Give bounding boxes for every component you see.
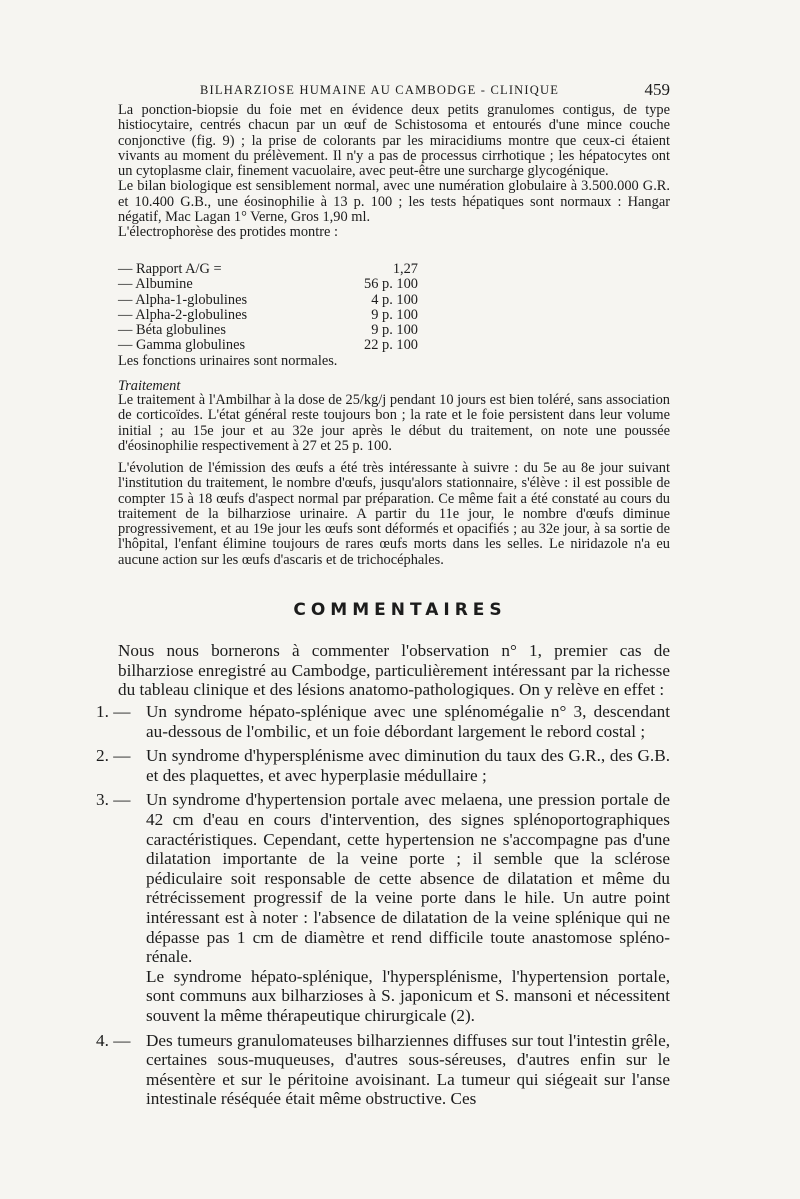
paragraph-evolution: L'évolution de l'émission des œufs a été très intéressante à suivre : du 5e au 8e jour suivant l'institution du traitement, le nombre d'œufs, jusqu'alors stationnaire, s'élève : il est possible de compter 15 à 18 œufs d'aspect normal par préparation. Ce même fait a été constaté au cours du traitement de la bilharziose urinaire. A partir du 11e jour, le nombre d'œufs diminue progressivement, et au 19e jour les œufs sont déformés et opacifiés ; au 32e jour, à sa sortie de l'hôpital, l'enfant élimine toujours de rares œufs morts dans les selles. Le niridazole n'a eu aucune action sur les œufs d'ascaris et de trichocéphales. bbox=[118, 460, 670, 568]
finding-item bbox=[96, 1031, 670, 1109]
electrophoresis-label: — Gamma globulines bbox=[118, 337, 246, 354]
electrophoresis-row bbox=[118, 262, 418, 277]
electrophoresis-row bbox=[118, 308, 418, 323]
electrophoresis-row bbox=[118, 323, 418, 338]
finding-number: 2. — bbox=[96, 746, 131, 766]
electrophoresis-label: — Béta globulines bbox=[118, 322, 226, 339]
electrophoresis-table bbox=[118, 262, 418, 369]
commentaires-intro bbox=[118, 641, 670, 700]
intro-section bbox=[118, 103, 670, 241]
section-title-commentaires: COMMENTAIRES bbox=[293, 600, 507, 620]
electrophoresis-value: 9 p. 100 bbox=[371, 306, 418, 323]
finding-note: Le syndrome hépato-splénique, l'hypersplénisme, l'hypertension portale, sont communs aux bilharzioses à S. japonicum et S. mansoni et nécessitent souvent la même thérapeutique chirurgicale (2). bbox=[146, 966, 670, 1025]
paragraph-commentaires-intro: Nous nous bornerons à commenter l'observation n° 1, premier cas de bilharziose enregistré au Cambodge, particulièrement intéressant par la richesse du tableau clinique et des lésions anatomo-pathologiques. On y relève en effet : bbox=[118, 641, 670, 700]
electrophoresis-label: — Alpha-2-globulines bbox=[118, 306, 248, 323]
evolution-section bbox=[118, 461, 670, 568]
paragraph-treatment: Le traitement à l'Ambilhar à la dose de 25/kg/j pendant 10 jours est bien toléré, sans association de corticoïdes. L'état général reste toujours bon ; la rate et le foie persistent dans leur volume initial ; au 15e jour et au 32e jour après le début du traitement, on note une poussée d'éosinophilie respectivement à 27 et 25 p. 100. bbox=[118, 392, 670, 454]
running-title: BILHARZIOSE HUMAINE AU CAMBODGE - CLINIQUE bbox=[200, 83, 560, 97]
page-number: 459 bbox=[644, 80, 670, 99]
finding-text: Un syndrome d'hypersplénisme avec diminution du taux des G.R., des G.B. et des plaquettes, et avec hyperplasie médullaire ; bbox=[146, 746, 670, 785]
electrophoresis-row bbox=[118, 277, 418, 292]
electrophoresis-value: 22 p. 100 bbox=[364, 337, 418, 354]
paragraph-electrophorese: L'électrophorèse des protides montre : bbox=[118, 224, 338, 241]
electrophoresis-value: 56 p. 100 bbox=[364, 276, 418, 293]
electrophoresis-row bbox=[118, 338, 418, 353]
page-header bbox=[200, 80, 670, 102]
electrophoresis-value: 4 p. 100 bbox=[371, 291, 418, 308]
treatment-section bbox=[118, 393, 670, 454]
electrophoresis-value: 9 p. 100 bbox=[371, 322, 418, 339]
finding-text: Des tumeurs granulomateuses bilharziennes diffuses sur tout l'intestin grêle, certaines sous-muqueuses, d'autres sous-séreuses, d'autres enfin sur le mésentère et sur le péritoine avoisinant. La tumeur qui siégeait sur l'anse intestinale réséquée était même obstructive. Ces bbox=[146, 1030, 670, 1109]
electrophoresis-value: 1,27 bbox=[392, 261, 418, 277]
finding-item bbox=[96, 746, 670, 785]
finding-item bbox=[96, 702, 670, 741]
paragraph-urinary: Les fonctions urinaires sont normales. bbox=[118, 352, 338, 369]
finding-text: Un syndrome hépato-splénique avec une splénomégalie n° 3, descendant au-dessous de l'ombilic, et un foie débordant largement le rebord costal ; bbox=[146, 702, 670, 741]
finding-number: 3. — bbox=[96, 790, 131, 810]
paragraph-biopsy: La ponction-biopsie du foie met en évidence deux petits granulomes contigus, de type histiocytaire, centrés chacun par un œuf de Schistosoma et entourés d'une mince couche conjonctive (fig. 9) ; la prise de colorants par les miracidiums montre que ceux-ci étaient vivants au moment du prélèvement. Il n'y a pas de processus cirrhotique ; les hépatocytes ont un cytoplasme clair, finement vacuolaire, avec peut-être une surcharge glycogénique. bbox=[118, 102, 670, 180]
findings-list bbox=[96, 702, 670, 1114]
electrophoresis-label: — Alpha-1-globulines bbox=[118, 291, 248, 308]
finding-number: 1. — bbox=[96, 702, 131, 721]
finding-text: Un syndrome d'hypertension portale avec melaena, une pression portale de 42 cm d'eau en cours d'intervention, des signes splénoportographiques caractéristiques. Cependant, cette hypertension ne s'accompagne pas d'une dilatation importante de la veine porte ; il semble que la sclérose pédiculaire soit responsable de cette absence de dilatation et même du rétrécissement progressif de la veine porte dans le hile. Un autre point intéressant est à noter : l'absence de dilatation de la veine splénique qui ne dépasse pas 1 cm de diamètre et rend difficile toute anastomose spléno-rénale. bbox=[146, 790, 670, 967]
finding-item bbox=[96, 790, 670, 1025]
finding-number: 4. — bbox=[96, 1030, 131, 1050]
electrophoresis-label: — Rapport A/G = bbox=[118, 261, 222, 277]
electrophoresis-label: — Albumine bbox=[118, 276, 193, 293]
treatment-heading: Traitement bbox=[118, 378, 181, 394]
paragraph-bilan: Le bilan biologique est sensiblement normal, avec une numération globulaire à 3.500.000 G.R. et 10.400 G.B., une éosinophilie à 13 p. 100 ; les tests hépatiques sont normaux : Hangar négatif, Mac Lagan 1° Verne, Gros 1,90 ml. bbox=[118, 178, 670, 226]
electrophoresis-row bbox=[118, 293, 418, 308]
